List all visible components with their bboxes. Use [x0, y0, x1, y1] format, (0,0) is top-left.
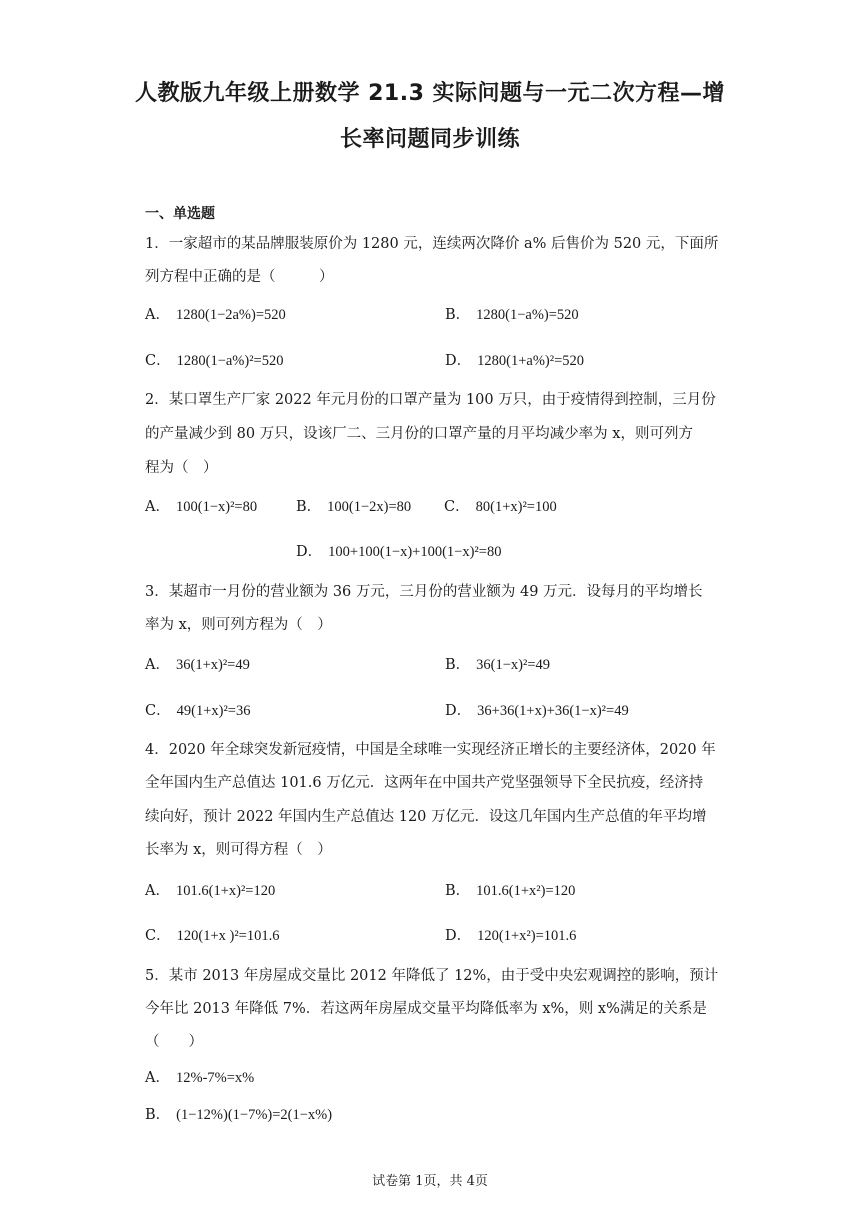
question-4-line-1: 4．2020 年全球突发新冠疫情，中国是全球唯一实现经济正增长的主要经济体，2020 年 — [145, 742, 716, 758]
option-label: A． — [145, 883, 170, 899]
option-formula: 120(1+x )²=101.6 — [176, 928, 280, 944]
option-label: C． — [145, 353, 171, 369]
option-formula: 36+36(1+x)+36(1−x)²=49 — [477, 703, 629, 719]
question-2-option-a — [145, 495, 257, 516]
question-3-option-c — [145, 699, 250, 720]
option-label: C． — [145, 928, 171, 944]
option-formula: 100(1−x)²=80 — [175, 499, 258, 515]
question-3-option-a — [145, 653, 250, 674]
document-title-line-1: 人教版九年级上册数学 21.3 实际问题与一元二次方程—增 — [134, 81, 726, 106]
question-3-line-2: 率为 x，则可列方程为（ ） — [145, 617, 332, 633]
option-formula: 12%-7%=x% — [175, 1070, 255, 1086]
option-label: B． — [145, 1107, 171, 1123]
question-2-option-b — [296, 495, 411, 516]
question-4-line-3: 续向好，预计 2022 年国内生产总值达 120 万亿元．设这几年国内生产总值的年平均增 — [145, 809, 707, 825]
question-4-option-d — [445, 924, 576, 945]
question-1-option-b — [445, 303, 579, 324]
question-5-line-1: 5．某市 2013 年房屋成交量比 2012 年降低了 12%，由于受中央宏观调控的影响，预计 — [145, 968, 719, 984]
option-label: D． — [445, 353, 472, 369]
question-2-line-1: 2．某口罩生产厂家 2022 年元月份的口罩产量为 100 万只，由于疫情得到控制，三月份 — [145, 392, 716, 408]
document-title-line-2: 长率问题同步训练 — [339, 127, 520, 152]
option-formula: 1280(1−2a%)=520 — [175, 307, 286, 323]
question-4-line-2: 全年国内生产总值达 101.6 万亿元．这两年在中国共产党坚强领导下全民抗疫，经济持 — [145, 775, 704, 791]
question-5-option-a — [145, 1066, 254, 1087]
page-footer: 试卷第 1页，共 4页 — [372, 1174, 488, 1189]
question-1-line-1: 1．一家超市的某品牌服装原价为 1280 元，连续两次降价 a% 后售价为 520 元，下面所 — [145, 236, 719, 252]
option-formula: 120(1+x²)=101.6 — [477, 928, 577, 944]
question-5-option-b — [145, 1103, 332, 1124]
option-formula: 49(1+x)²=36 — [176, 703, 251, 719]
option-label: A． — [145, 1070, 170, 1086]
option-formula: (1−12%)(1−7%)=2(1−x%) — [176, 1107, 333, 1123]
question-1-option-d — [445, 349, 584, 370]
option-label: C． — [444, 499, 470, 515]
option-label: C． — [145, 703, 171, 719]
question-3-option-b — [445, 653, 550, 674]
option-label: B． — [445, 883, 471, 899]
question-2-option-d — [296, 540, 501, 561]
option-label: A． — [145, 307, 170, 323]
question-4-option-c — [145, 924, 279, 945]
question-1-option-a — [145, 303, 286, 324]
option-formula: 101.6(1+x)²=120 — [175, 883, 276, 899]
question-4-option-a — [145, 879, 275, 900]
option-formula: 100(1−2x)=80 — [327, 499, 412, 515]
option-formula: 80(1+x)²=100 — [475, 499, 557, 515]
option-label: D． — [445, 928, 472, 944]
option-label: D． — [445, 703, 472, 719]
option-label: D． — [296, 544, 323, 560]
option-formula: 36(1+x)²=49 — [175, 657, 250, 673]
option-formula: 1280(1−a%)=520 — [476, 307, 579, 323]
question-2-line-3: 程为（ ） — [145, 460, 218, 476]
option-label: A． — [145, 499, 170, 515]
question-1-line-2: 列方程中正确的是（ ） — [145, 269, 334, 285]
question-1-option-c — [145, 349, 283, 370]
question-2-line-2: 的产量减少到 80 万只，设该厂二、三月份的口罩产量的月平均减少率为 x，则可列方 — [145, 426, 693, 442]
option-label: A． — [145, 657, 170, 673]
question-3-option-d — [445, 699, 629, 720]
option-formula: 101.6(1+x²)=120 — [476, 883, 576, 899]
option-label: B． — [296, 499, 322, 515]
question-5-line-2: 今年比 2013 年降低 7%．若这两年房屋成交量平均降低率为 x%，则 x%满足的关系是 — [145, 1001, 707, 1017]
option-label: B． — [445, 307, 471, 323]
question-5-line-3: （ ） — [145, 1034, 203, 1050]
section-heading: 一、单选题 — [145, 206, 215, 222]
option-formula: 1280(1+a%)²=520 — [477, 353, 585, 369]
question-2-option-c — [444, 495, 557, 516]
option-label: B． — [445, 657, 471, 673]
question-3-line-1: 3．某超市一月份的营业额为 36 万元，三月份的营业额为 49 万元．设每月的平均增长 — [145, 584, 703, 600]
option-formula: 1280(1−a%)²=520 — [176, 353, 284, 369]
question-4-line-4: 长率为 x，则可得方程（ ） — [145, 842, 332, 858]
question-4-option-b — [445, 879, 575, 900]
option-formula: 36(1−x)²=49 — [476, 657, 551, 673]
option-formula: 100+100(1−x)+100(1−x)²=80 — [328, 544, 502, 560]
